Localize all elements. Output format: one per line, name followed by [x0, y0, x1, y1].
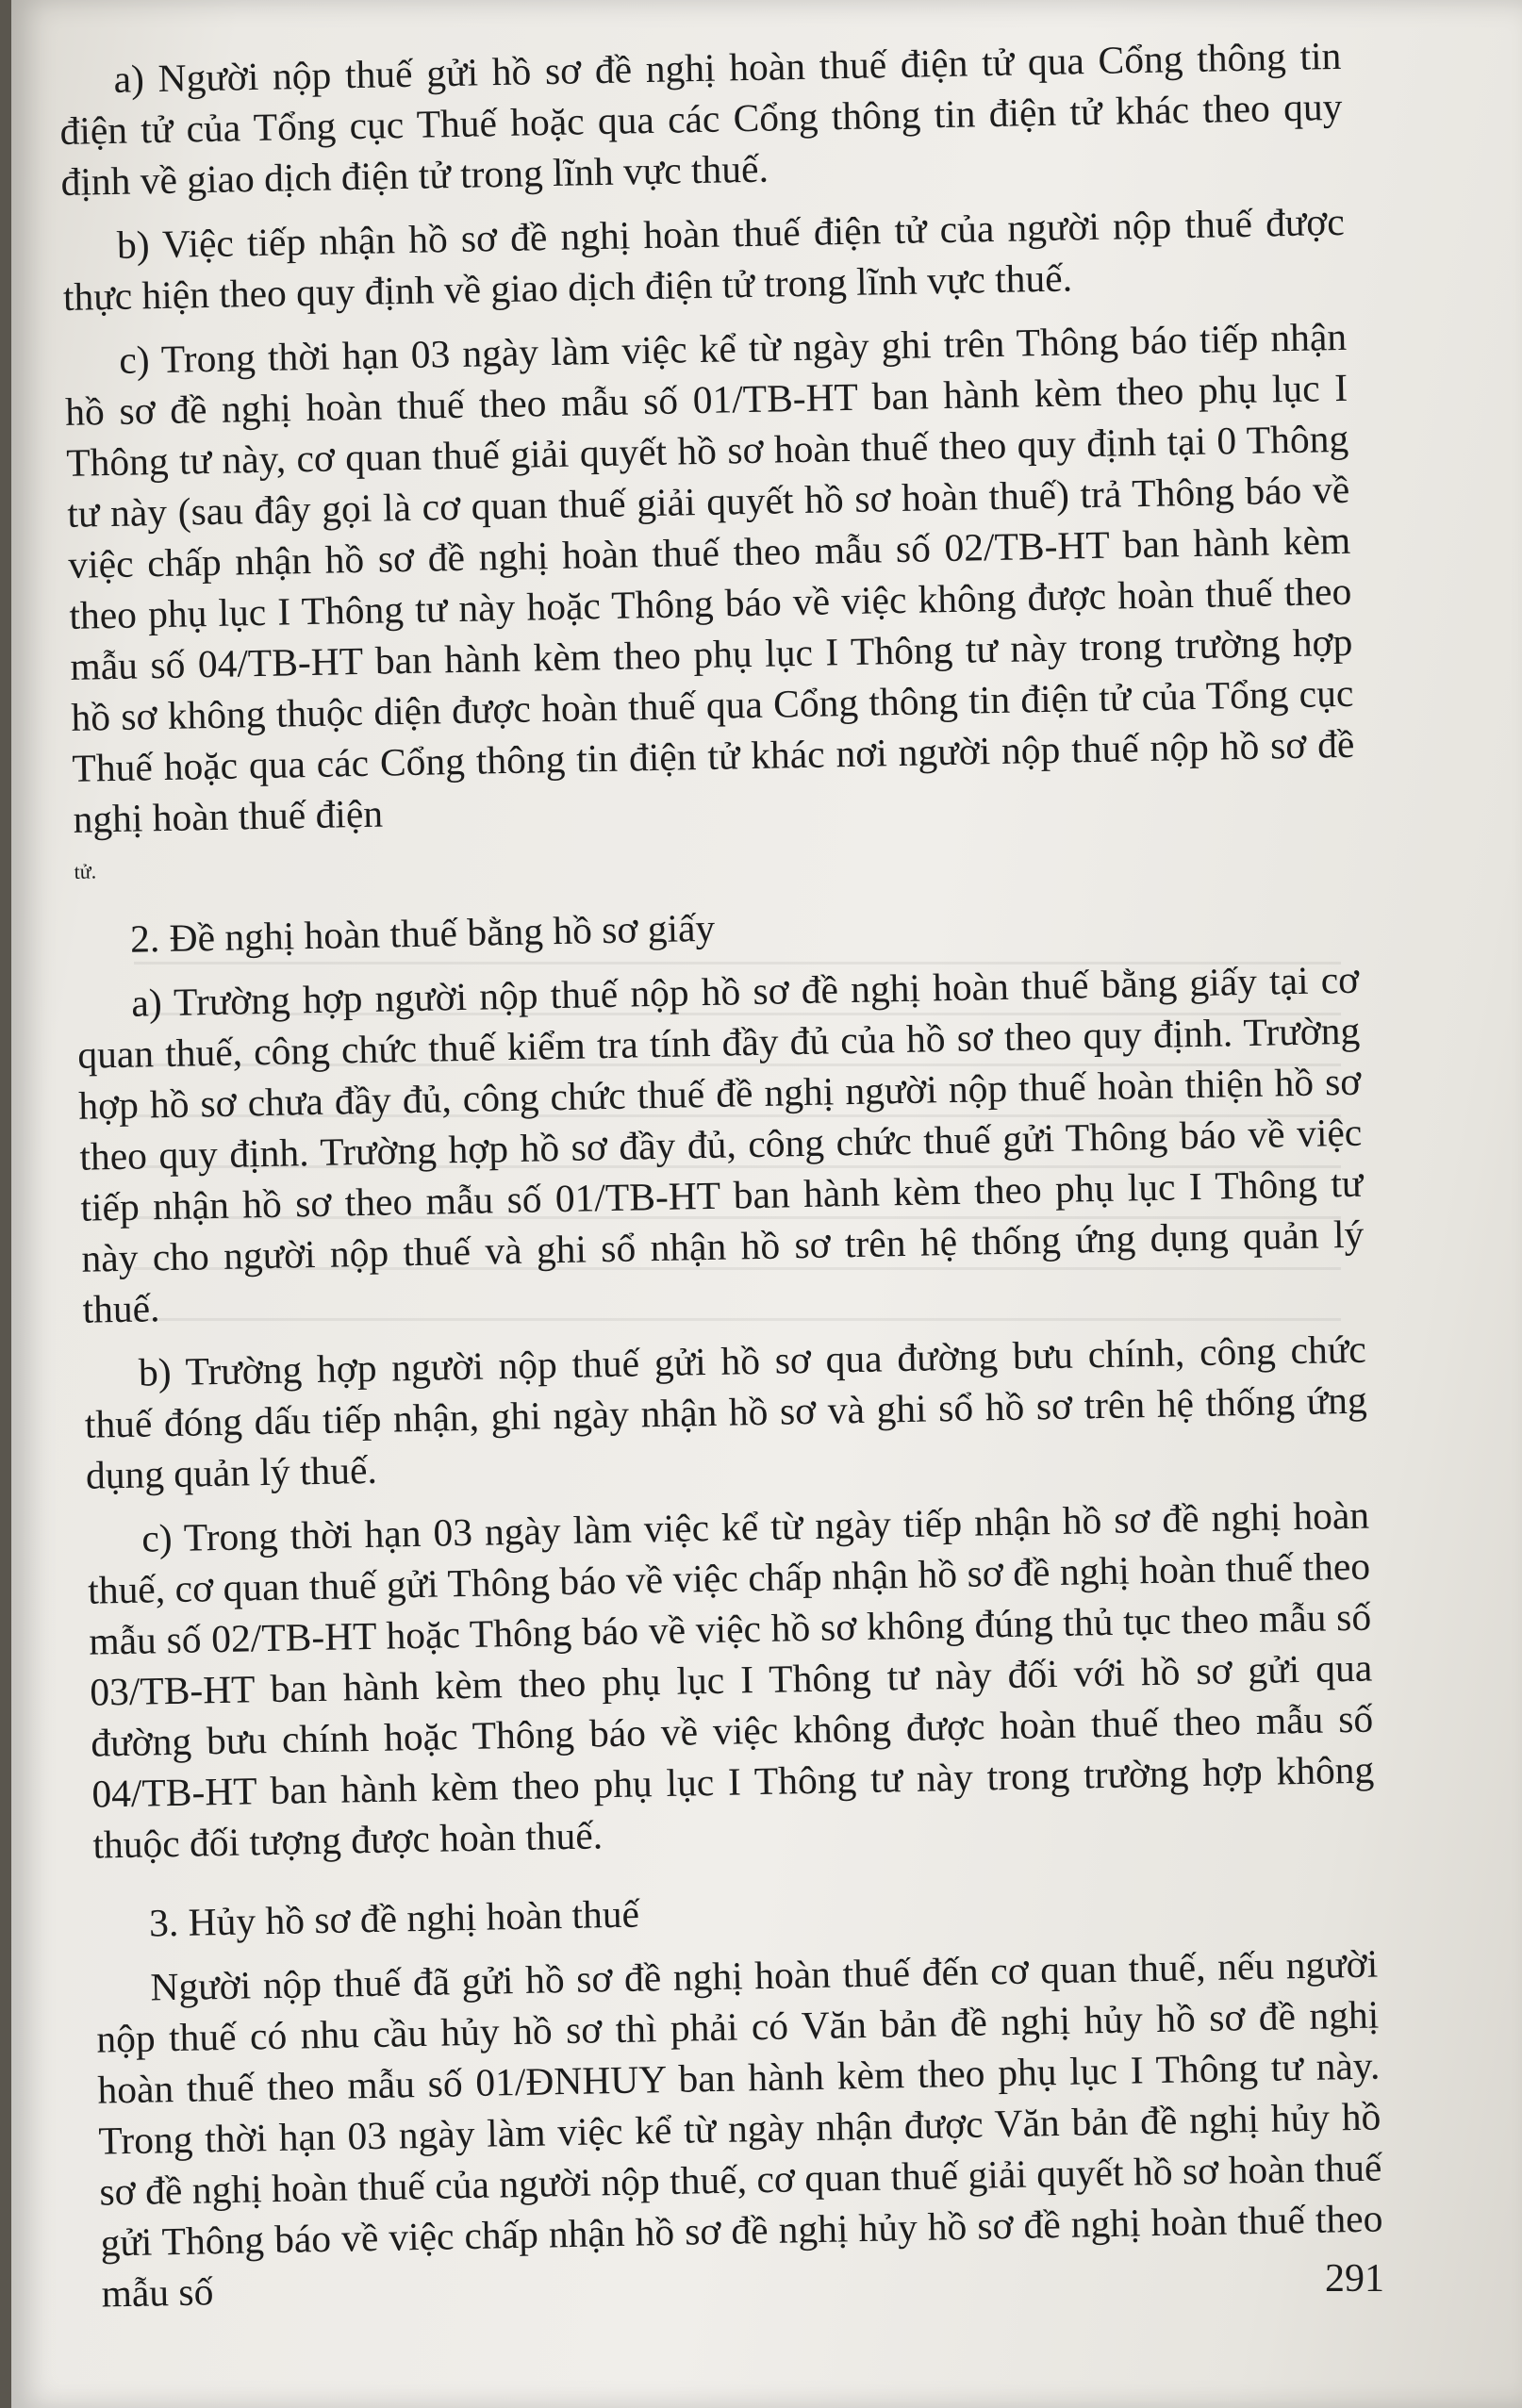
paragraph-2-1-b: b) Việc tiếp nhận hồ sơ đề nghị hoàn thuế điện tử của người nộp thuế được thực hiện theo quy định về giao dịch điện tử trong lĩnh vực thuế.	[62, 199, 1346, 319]
page-number: 291	[1325, 2257, 1384, 2301]
paragraph-3: Người nộp thuế đã gửi hồ sơ đề nghị hoàn thuế đến cơ quan thuế, nếu người nộp thuế có nhu cầu hủy hồ sơ thì phải có Văn bản đề nghị hủy hồ sơ đề nghị hoàn thuế theo mẫu số 01/ĐNHUY ban hành kèm theo phụ lục I Thông tư này. Trong thời hạn 03 ngày làm việc kể từ ngày nhận được Văn bản đề nghị hủy hồ sơ đề nghị hoàn thuế của người nộp thuế, cơ quan thuế giải quyết hồ sơ hoàn thuế gửi Thông báo về việc chấp nhận hồ sơ đề nghị hủy hồ sơ đề nghị hoàn thuế theo mẫu số	[95, 1941, 1383, 2316]
section-heading-3: 3. Hủy hồ sơ đề nghị hoàn thuế	[148, 1891, 640, 1945]
book-page	[11, 0, 1522, 2408]
paragraph-2-2-c: c) Trong thời hạn 03 ngày làm việc kể từ ngày tiếp nhận hồ sơ đề nghị hoàn thuế, cơ quan thuế gửi Thông báo về việc chấp nhận hồ sơ đề nghị hoàn thuế theo mẫu số 02/TB-HT hoặc Thông báo về việc hồ sơ không đúng thủ tục theo mẫu số 03/TB-HT ban hành kèm theo phụ lục I Thông tư này đối với hồ sơ gửi qua đường bưu chính hoặc Thông báo về việc không được hoàn thuế theo mẫu số 04/TB-HT ban hành kèm theo phụ lục I Thông tư này trong trường hợp không thuộc đối tượng được hoàn thuế.	[87, 1493, 1375, 1867]
paragraph-2-2-b: b) Trường hợp người nộp thuế gửi hồ sơ qua đường bưu chính, công chức thuế đóng dấu tiếp nhận, ghi ngày nhận hồ sơ và ghi sổ hồ sơ trên hệ thống ứng dụng quản lý thuế.	[84, 1327, 1368, 1497]
paragraph-2-2-a: a) Trường hợp người nộp thuế nộp hồ sơ đề nghị hoàn thuế bằng giấy tại cơ quan thuế, công chức thuế kiểm tra tính đầy đủ của hồ sơ theo quy định. Trường hợp hồ sơ chưa đầy đủ, công chức thuế đề nghị người nộp thuế hoàn thiện hồ sơ theo quy định. Trường hợp hồ sơ đầy đủ, công chức thuế gửi Thông báo về việc tiếp nhận hồ sơ theo mẫu số 01/TB-HT ban hành kèm theo phụ lục I Thông tư này cho người nộp thuế và ghi sổ nhận hồ sơ trên hệ thống ứng dụng quản lý thuế.	[76, 957, 1365, 1331]
book-gutter-shadow	[0, 0, 11, 2408]
paragraph-tail: tử.	[74, 859, 97, 883]
page-body	[58, 30, 1384, 2333]
section-heading-2: 2. Đề nghị hoàn thuế bằng hồ sơ giấy	[129, 905, 716, 961]
paragraph-2-1-c: c) Trong thời hạn 03 ngày làm việc kể từ ngày ghi trên Thông báo tiếp nhận hồ sơ đề nghị hoàn thuế theo mẫu số 01/TB-HT ban hành kèm theo phụ lục I Thông tư này, cơ quan thuế giải quyết hồ sơ hoàn thuế theo quy định tại 0 Thông tư này (sau đây gọi là cơ quan thuế giải quyết hồ sơ hoàn thuế) trả Thông báo về việc chấp nhận hồ sơ đề nghị hoàn thuế theo mẫu số 02/TB-HT ban hành kèm theo phụ lục I Thông tư này hoặc Thông báo về việc không được hoàn thuế theo mẫu số 04/TB-HT ban hành kèm theo phụ lục I Thông tư này trong trường hợp hồ sơ không thuộc diện được hoàn thuế qua Cổng thông tin điện tử của Tổng cục Thuế hoặc qua các Cổng thông tin điện tử khác nơi người nộp thuế nộp hồ sơ đề nghị hoàn thuế điện	[64, 314, 1355, 841]
paragraph-2-1-a: a) Người nộp thuế gửi hồ sơ đề nghị hoàn thuế điện tử qua Cổng thông tin điện tử của Tổng cục Thuế hoặc qua các Cổng thông tin điện tử khác theo quy định về giao dịch điện tử trong lĩnh vực thuế.	[59, 33, 1343, 204]
